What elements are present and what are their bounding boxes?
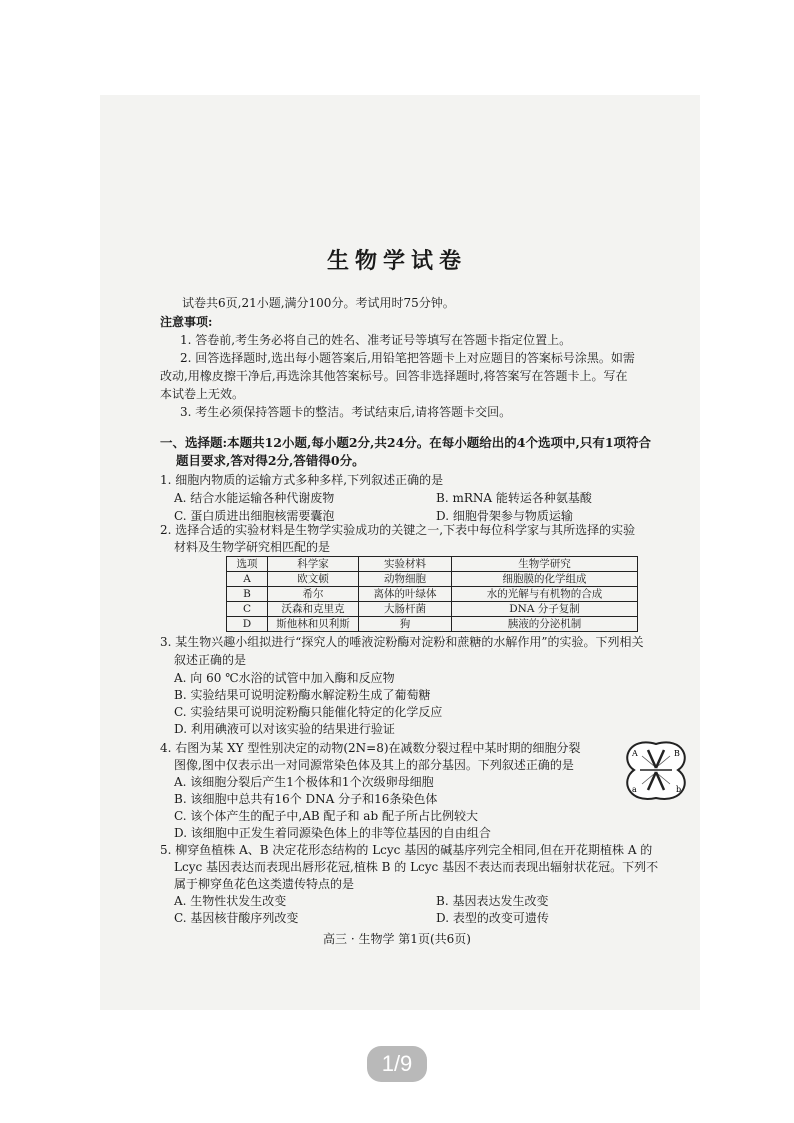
q5-option-d: D. 表型的改变可遗传 bbox=[436, 911, 549, 925]
q4-stem-cont: 图像,图中仅表示出一对同源常染色体及其上的部分基因。下列叙述正确的是 bbox=[174, 758, 574, 772]
notice-item-2-end: 本试卷上无效。 bbox=[160, 387, 245, 401]
q2-stem-cont: 材料及生物学研究相匹配的是 bbox=[174, 540, 331, 554]
q1-stem: 1. 细胞内物质的运输方式多种多样,下列叙述正确的是 bbox=[160, 473, 444, 487]
table-cell: DNA 分子复制 bbox=[452, 602, 638, 617]
cell-division-diagram bbox=[618, 736, 694, 806]
q4-option-d: D. 该细胞中正发生着同源染色体上的非等位基因的自由组合 bbox=[174, 826, 491, 840]
q5-stem-end: 属于柳穿鱼花色这类遗传特点的是 bbox=[174, 877, 355, 891]
table-header: 科学家 bbox=[268, 557, 359, 572]
diagram-label-B: B bbox=[674, 749, 680, 758]
table-cell: 狗 bbox=[359, 617, 452, 632]
table-header: 实验材料 bbox=[359, 557, 452, 572]
q4-option-a: A. 该细胞分裂后产生1个极体和1个次级卵母细胞 bbox=[174, 775, 434, 789]
table-cell: 斯他林和贝利斯 bbox=[268, 617, 359, 632]
table-cell: 动物细胞 bbox=[359, 572, 452, 587]
q3-stem: 3. 某生物兴趣小组拟进行“探究人的唾液淀粉酶对淀粉和蔗糖的水解作用”的实验。下列相关 bbox=[160, 635, 644, 649]
q3-option-a: A. 向 60 ℃水浴的试管中加入酶和反应物 bbox=[174, 671, 395, 685]
diagram-label-a: a bbox=[632, 785, 637, 794]
notice-item-1: 1. 答卷前,考生务必将自己的姓名、准考证号等填写在答题卡指定位置上。 bbox=[180, 333, 572, 347]
diagram-label-A: A bbox=[632, 749, 638, 758]
table-cell: 欧文顿 bbox=[268, 572, 359, 587]
exam-intro: 试卷共6页,21小题,满分100分。考试用时75分钟。 bbox=[182, 296, 455, 310]
table-cell: A bbox=[227, 572, 268, 587]
q1-option-d: D. 细胞骨架参与物质运输 bbox=[436, 509, 573, 523]
q5-option-c: C. 基因核苷酸序列改变 bbox=[174, 911, 299, 925]
table-cell: 希尔 bbox=[268, 587, 359, 602]
q1-option-a: A. 结合水能运输各种代谢废物 bbox=[174, 491, 335, 505]
q3-option-c: C. 实验结果可说明淀粉酶只能催化特定的化学反应 bbox=[174, 705, 443, 719]
table-row bbox=[227, 572, 638, 587]
table-cell: 细胞膜的化学组成 bbox=[452, 572, 638, 587]
q4-option-c: C. 该个体产生的配子中,AB 配子和 ab 配子所占比例较大 bbox=[174, 809, 478, 823]
q3-option-b: B. 实验结果可说明淀粉酶水解淀粉生成了葡萄糖 bbox=[174, 688, 431, 702]
table-row bbox=[227, 587, 638, 602]
table-header-row bbox=[227, 557, 638, 572]
table-cell: B bbox=[227, 587, 268, 602]
table-header: 选项 bbox=[227, 557, 268, 572]
section1-heading: 一、选择题:本题共12小题,每小题2分,共24分。在每小题给出的4个选项中,只有1项符合 bbox=[160, 435, 652, 450]
diagram-label-b: b bbox=[676, 785, 682, 794]
notice-item-3: 3. 考生必须保持答题卡的整洁。考试结束后,请将答题卡交回。 bbox=[180, 405, 512, 419]
q3-stem-cont: 叙述正确的是 bbox=[174, 653, 247, 667]
table-row bbox=[227, 617, 638, 632]
q1-option-b: B. mRNA 能转运各种氨基酸 bbox=[436, 491, 592, 505]
q4-option-b: B. 该细胞中总共有16个 DNA 分子和16条染色体 bbox=[174, 792, 438, 806]
table-cell: C bbox=[227, 602, 268, 617]
notice-item-2: 2. 回答选择题时,选出每小题答案后,用铅笔把答题卡上对应题目的答案标号涂黑。如需 bbox=[180, 351, 635, 365]
table-cell: 离体的叶绿体 bbox=[359, 587, 452, 602]
table-row bbox=[227, 602, 638, 617]
notice-item-2-cont: 改动,用橡皮擦干净后,再选涂其他答案标号。回答非选择题时,将答案写在答题卡上。写在 bbox=[160, 369, 628, 383]
table-cell: 胰液的分泌机制 bbox=[452, 617, 638, 632]
table-header: 生物学研究 bbox=[452, 557, 638, 572]
q1-option-c: C. 蛋白质进出细胞核需要囊泡 bbox=[174, 509, 335, 523]
q5-stem: 5. 柳穿鱼植株 A、B 决定花形态结构的 Lcyc 基因的碱基序列完全相同,但在开花期植株 A 的 bbox=[160, 843, 653, 857]
q2-stem: 2. 选择合适的实验材料是生物学实验成功的关键之一,下表中每位科学家与其所选择的实验 bbox=[160, 523, 636, 537]
table-cell: 水的光解与有机物的合成 bbox=[452, 587, 638, 602]
q3-option-d: D. 利用碘液可以对该实验的结果进行验证 bbox=[174, 722, 395, 736]
q5-option-a: A. 生物性状发生改变 bbox=[174, 894, 287, 908]
notice-header: 注意事项: bbox=[160, 315, 213, 329]
q5-option-b: B. 基因表达发生改变 bbox=[436, 894, 549, 908]
section1-heading-cont: 题目要求,答对得2分,答错得0分。 bbox=[176, 453, 365, 468]
table-cell: 沃森和克里克 bbox=[268, 602, 359, 617]
page-footer: 高三 · 生物学 第1页(共6页) bbox=[323, 932, 471, 946]
table-cell: D bbox=[227, 617, 268, 632]
experiment-table bbox=[226, 556, 638, 632]
q5-stem-cont: Lcyc 基因表达而表现出唇形花冠,植株 B 的 Lcyc 基因不表达而表现出辐射状花冠。下列不 bbox=[174, 860, 659, 874]
q4-stem: 4. 右图为某 XY 型性别决定的动物(2N=8)在减数分裂过程中某时期的细胞分裂 bbox=[160, 741, 581, 755]
page-indicator: 1/9 bbox=[367, 1046, 427, 1082]
page-title: 生物学试卷 bbox=[326, 248, 467, 274]
table-cell: 大肠杆菌 bbox=[359, 602, 452, 617]
